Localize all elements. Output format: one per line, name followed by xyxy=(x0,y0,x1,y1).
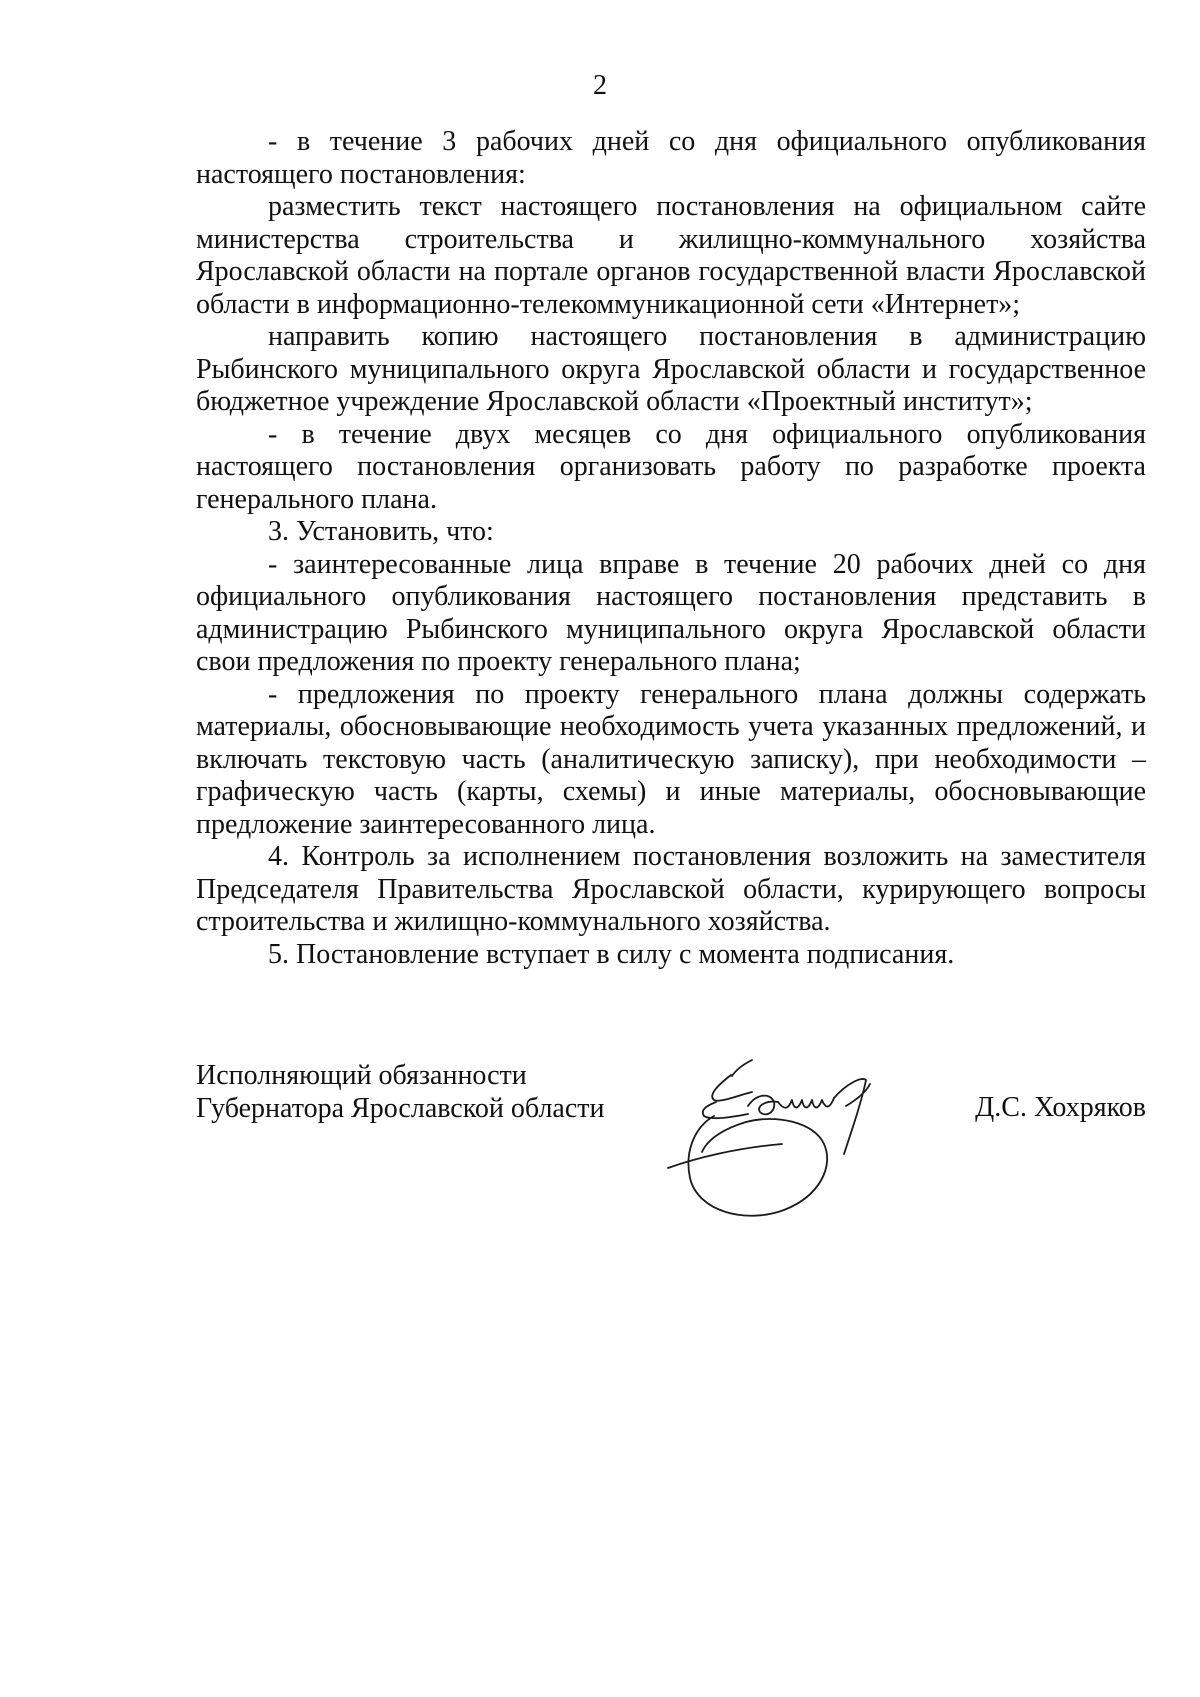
signatory-title-line-2: Губернатора Ярославской области xyxy=(196,1092,605,1124)
paragraph-item-5: 5. Постановление вступает в силу с момента подписания. xyxy=(268,938,955,970)
page-number: 2 xyxy=(593,70,607,101)
document-body xyxy=(196,126,1146,971)
paragraph-proposals-content: - предложения по проекту генерального плана должны содержать материалы, обосновывающие необходимость учета указанных предложений, и включать текстовую часть (аналитическую записку), при необходимости – графическую часть (карты, схемы) и иные материалы, обосновывающие предложение заинтересованного лица. xyxy=(196,678,1146,840)
paragraph-publication-deadline: - в течение 3 рабочих дней со дня официального опубликования настоящего постановления: xyxy=(196,126,1146,190)
paragraph-item-4: 4. Контроль за исполнением постановления возложить на заместителя Председателя Правительства Ярославской области, курирующего вопросы строительства и жилищно-коммунального хозяйства. xyxy=(196,841,1146,937)
paragraph-item-3: 3. Установить, что: xyxy=(268,516,494,547)
signatory-name: Д.С. Хохряков xyxy=(975,1092,1146,1123)
signature-block xyxy=(196,1060,1146,1260)
paragraph-proposals-deadline: - заинтересованные лица вправе в течение 20 рабочих дней со дня официального опубликования настоящего постановления представить в администрацию Рыбинского муниципального округа Ярославской области свои предложения по проекту генерального плана; xyxy=(196,548,1146,677)
paragraph-send-copy: направить копию настоящего постановления в администрацию Рыбинского муниципального округа Ярославской области и государственное бюджетное учреждение Ярославской области «Проектный институт»; xyxy=(196,321,1146,417)
handwritten-signature xyxy=(656,1040,936,1240)
paragraph-publish-on-site: разместить текст настоящего постановления на официальном сайте министерства строительства и жилищно-коммунального хозяйства Ярославской области на портале органов государственной власти Ярославской области в информационно-телекоммуникационной сети «Интернет»; xyxy=(196,191,1146,320)
paragraph-organize-work: - в течение двух месяцев со дня официального опубликования настоящего постановления организовать работу по разработке проекта генерального плана. xyxy=(196,418,1146,515)
signatory-title-line-1: Исполняющий обязанности xyxy=(196,1060,527,1091)
signatory-title xyxy=(196,1060,605,1125)
